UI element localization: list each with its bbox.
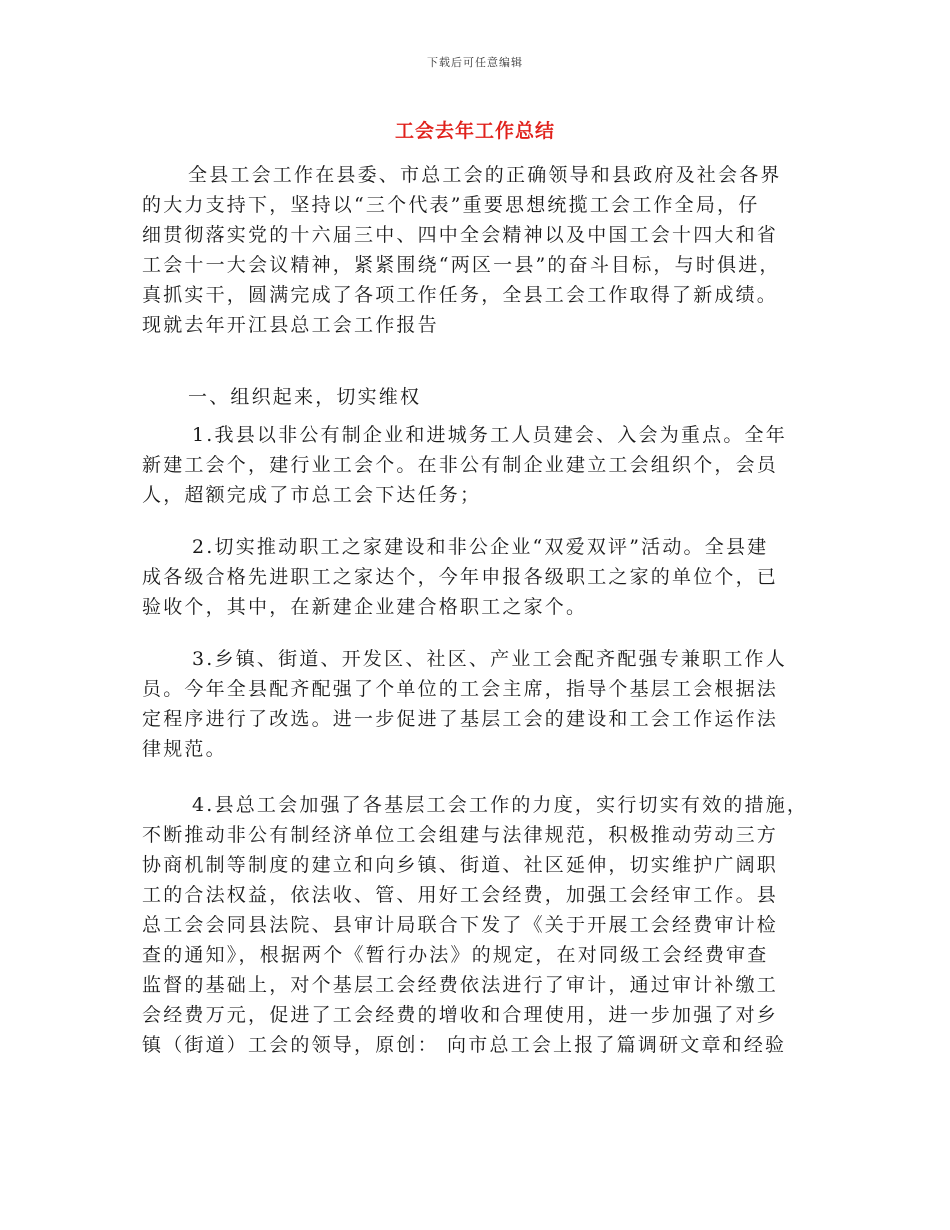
text-line: 协商机制等制度的建立和向乡镇、街道、社区延伸，切实维护广阔职 (142, 854, 779, 876)
text-line: 3.乡镇、街道、开发区、社区、产业工会配齐配强专兼职工作人 (192, 648, 787, 670)
text-line: 工的合法权益，依法收、管、用好工会经费，加强工会经审工作。县 (142, 884, 779, 906)
text-line: 总工会会同县法院、县审计局联合下发了《关于开展工会经费审计检 (142, 914, 779, 936)
document-title: 工会去年工作总结 (394, 120, 555, 142)
paragraph-item-3 (142, 644, 812, 764)
text-line: 1.我县以非公有制企业和进城务工人员建会、入会为重点。全年 (192, 424, 787, 446)
paragraph-item-1 (142, 420, 812, 510)
text-line: 的大力支持下，坚持以“三个代表”重要思想统揽工会工作全局，仔 (142, 194, 760, 216)
text-line: 监督的基础上，对个基层工会经费依法进行了审计，通过审计补缴工 (142, 974, 779, 996)
text-line: 4.县总工会加强了各基层工会工作的力度，实行切实有效的措施， (192, 794, 809, 816)
text-line: 成各级合格先进职工之家达个，今年申报各级职工之家的单位个，已 (142, 566, 779, 588)
text-line: 镇（街道）工会的领导，原创： 向市总工会上报了篇调研文章和经验 (142, 1034, 787, 1056)
text-line: 新建工会个，建行业工会个。在非公有制企业建立工会组织个，会员 (142, 454, 779, 476)
text-line: 真抓实干，圆满完成了各项工作任务，全县工会工作取得了新成绩。 (142, 284, 779, 306)
text-line: 细贯彻落实党的十六届三中、四中全会精神以及中国工会十四大和省 (142, 224, 779, 246)
page-header-note: 下载后可任意编辑 (427, 56, 523, 69)
text-line: 不断推动非公有制经济单位工会组建与法律规范，积极推动劳动三方 (142, 824, 779, 846)
text-line: 律规范。 (142, 738, 227, 760)
section-heading-text: 一、组织起来，切实维权 (188, 386, 422, 408)
text-line: 现就去年开江县总工会工作报告 (142, 314, 439, 336)
text-line: 工会十一大会议精神，紧紧围绕“两区一县”的奋斗目标，与时俱进， (142, 254, 781, 276)
text-line: 员。今年全县配齐配强了个单位的工会主席，指导个基层工会根据法 (142, 678, 779, 700)
text-line: 定程序进行了改选。进一步促进了基层工会的建设和工会工作运作法 (142, 708, 779, 730)
paragraph-item-4 (142, 790, 812, 1060)
text-line: 全县工会工作在县委、市总工会的正确领导和县政府及社会各界 (188, 164, 782, 186)
section-heading (142, 382, 812, 412)
paragraph-intro (142, 160, 812, 340)
text-line: 查的通知》，根据两个《暂行办法》的规定，在对同级工会经费审查 (142, 944, 769, 966)
paragraph-item-2 (142, 532, 812, 622)
text-line: 会经费万元，促进了工会经费的增收和合理使用，进一步加强了对乡 (142, 1004, 779, 1026)
text-line: 2.切实推动职工之家建设和非公企业“双爱双评”活动。全县建 (192, 536, 769, 558)
text-line: 验收个，其中，在新建企业建合格职工之家个。 (142, 596, 588, 618)
text-line: 人，超额完成了市总工会下达任务； (142, 484, 482, 506)
